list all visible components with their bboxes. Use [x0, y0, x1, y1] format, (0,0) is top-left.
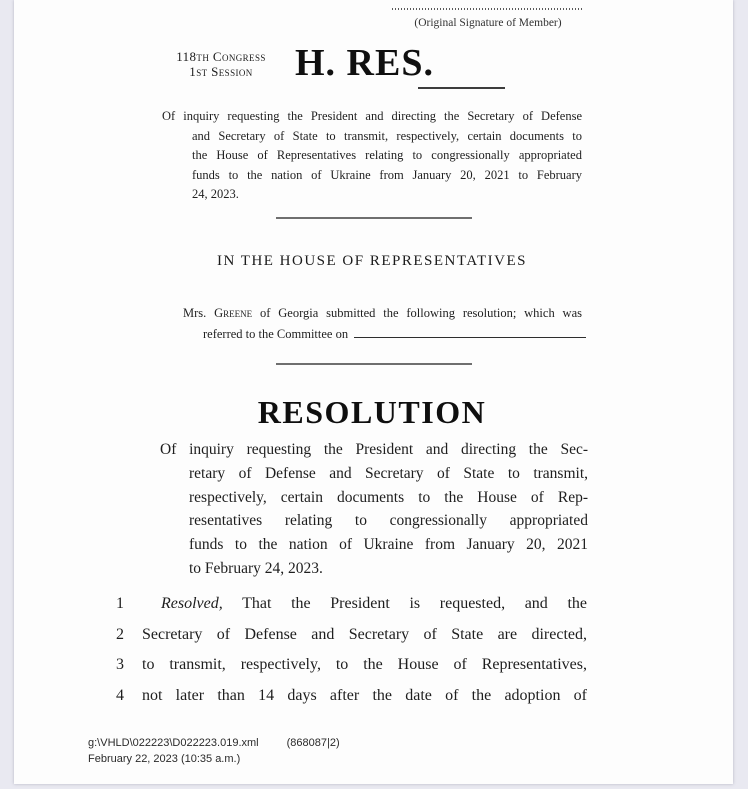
preamble-line: funds to the nation of Ukraine from January 20, 2021 to February: [192, 167, 582, 182]
body-line-text: [142, 589, 587, 620]
submission-text: of Georgia submitted the following resolution; which was: [260, 306, 582, 320]
preamble-paragraph: [162, 107, 582, 205]
resolution-preamble-line: funds to the nation of Ukraine from January 20, 2021: [189, 536, 588, 554]
preamble-line: 24, 2023.: [192, 187, 239, 201]
session-label: 1st Session: [189, 64, 253, 79]
resolved-italic: Resolved,: [161, 595, 223, 612]
committee-text: referred to the Committee on: [203, 326, 349, 341]
footer-date: February 22, 2023 (10:35 a.m.): [88, 752, 241, 765]
resolution-preamble-line: to February 24, 2023.: [189, 559, 323, 577]
footer-line-1: [88, 736, 340, 752]
submission-statement: [183, 303, 582, 344]
body-line-text: not later than 14 days after the date of the adoption of: [142, 686, 587, 704]
resolution-preamble-line: respectively, certain documents to the House of Rep-: [189, 488, 588, 506]
line-number: 1: [116, 595, 124, 612]
line-number: 4: [116, 686, 124, 704]
resolution-preamble: [160, 438, 588, 581]
resolution-heading: RESOLUTION: [257, 394, 487, 430]
line-number: 2: [116, 625, 124, 643]
preamble-line: and Secretary of State to transmit, respectively, certain documents to: [192, 128, 582, 143]
document-footer: [88, 736, 340, 767]
preamble-line: Of inquiry requesting the President and directing the Secretary of Defense: [162, 109, 582, 123]
separator-rule: [276, 217, 472, 219]
body-text: That the President is requested, and the: [242, 595, 587, 612]
body-line-text: to transmit, respectively, to the House of Representatives,: [142, 656, 587, 673]
bill-number-blank-line: [418, 87, 505, 89]
body-line: [116, 681, 587, 712]
house-heading: IN THE HOUSE OF REPRESENTATIVES: [216, 253, 528, 269]
doc-id: (868087|2): [286, 737, 340, 749]
bill-type-title: H. RES.: [295, 42, 434, 84]
resolution-preamble-line: retary of Defense and Secretary of State to transmit,: [189, 464, 588, 482]
body-line: [116, 620, 587, 651]
resolution-body: [116, 589, 587, 711]
committee-blank-line: [354, 326, 586, 338]
submission-line: [183, 303, 582, 324]
preamble-line: the House of Representatives relating to congressionally appropriated: [192, 148, 582, 162]
submitter-title: Mrs.: [183, 306, 207, 320]
congress-label: 118th Congress: [176, 49, 266, 64]
body-line-text: Secretary of Defense and Secretary of State are directed,: [142, 625, 587, 643]
bill-page: [14, 0, 733, 784]
file-path: g:\VHLD\022223\D022223.019.xml: [88, 737, 259, 749]
resolution-preamble-line: resentatives relating to congressionally appropriated: [189, 512, 588, 530]
signature-dotted-line: [392, 8, 583, 10]
signature-caption: (Original Signature of Member): [414, 17, 562, 29]
congress-session-block: [161, 49, 281, 79]
resolution-preamble-line: Of inquiry requesting the President and directing the Sec-: [160, 441, 588, 458]
line-number: 3: [116, 656, 124, 673]
submitter-name: Greene: [214, 306, 253, 320]
body-line: [116, 650, 587, 681]
submission-line: [183, 324, 582, 345]
separator-rule: [276, 363, 472, 365]
body-line: [116, 589, 587, 620]
